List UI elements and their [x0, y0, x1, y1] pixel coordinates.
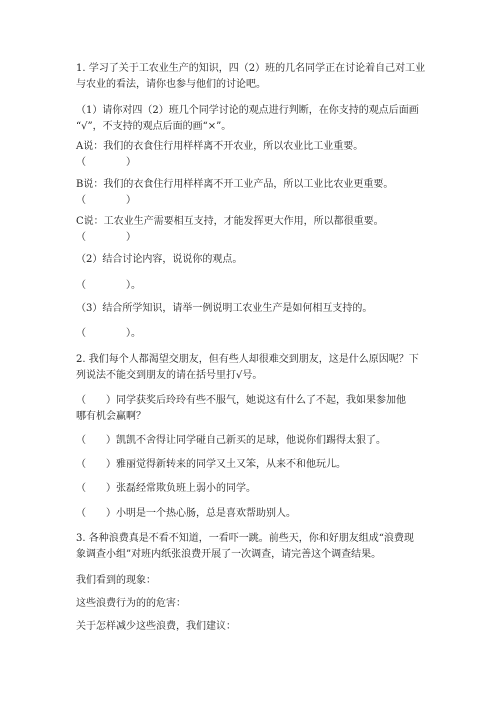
q1-part1-line-1: （1）请你对四（2）班几个同学讨论的观点进行判断，在你支持的观点后面画: [76, 105, 419, 116]
q3-harm-label: 这些浪费行为的的危害：: [76, 598, 186, 609]
q1-statement-b-blank[interactable]: （ ）: [76, 195, 136, 206]
q2-item-2[interactable]: （ ）凯凯不舍得让同学碰自己新买的足球，他说你们踢得太狠了。: [76, 435, 386, 446]
q3-intro-line-1: 3. 各种浪费真是不看不知道，一看吓一跳。前些天，你和好朋友组成“浪费现: [76, 533, 414, 544]
q2-item-5[interactable]: （ ）小明是一个热心肠，总是喜欢帮助别人。: [76, 508, 296, 519]
q1-statement-b: B说：我们的衣食住行用样样离不开工业产品，所以工业比农业更重要。: [76, 179, 394, 190]
q2-item-1-line-1[interactable]: （ ）同学获奖后玲玲有些不服气，她说这有什么了不起，我如果参加他: [76, 395, 406, 406]
q1-intro-line-1: 1. 学习了关于工农业生产的知识，四（2）班的几名同学正在讨论着自己对工业: [76, 63, 426, 74]
q2-item-3[interactable]: （ ）雅丽觉得新转来的同学又土又笨，从来不和他玩儿。: [76, 459, 346, 470]
q1-statement-a-blank[interactable]: （ ）: [76, 157, 136, 168]
q2-intro-line-2: 列说法不能交到朋友的请在括号里打√号。: [76, 370, 263, 381]
q1-statement-c-blank[interactable]: （ ）: [76, 232, 136, 243]
q1-statement-c: C说：工农业生产需要相互支持，才能发挥更大作用，所以都很重要。: [76, 216, 384, 227]
q3-intro-line-2: 象调查小组”对班内纸张浪费开展了一次调查，请完善这个调查结果。: [76, 549, 382, 560]
q1-statement-a: A说：我们的衣食住行用样样离不开农业，所以农业比工业重要。: [76, 141, 364, 152]
q1-part3-answer-blank[interactable]: （ ）。: [76, 328, 141, 339]
q3-phenomena-label: 我们看到的现象：: [76, 575, 156, 586]
q2-item-4[interactable]: （ ）张磊经常欺负班上弱小的同学。: [76, 483, 256, 494]
q1-part1-line-2: “√”，不支持的观点后面的画“×”。: [76, 121, 232, 132]
q1-part2: （2）结合讨论内容，说说你的观点。: [76, 254, 243, 265]
q2-intro-line-1: 2. 我们每个人都渴望交朋友，但有些人却很难交到朋友，这是什么原因呢？下: [76, 354, 419, 365]
q2-item-1-line-2: 哪有机会赢啊？: [76, 411, 146, 422]
q1-intro-line-2: 与农业的看法，请你也参与他们的讨论吧。: [76, 79, 266, 90]
q3-suggestion-label: 关于怎样减少这些浪费，我们建议：: [76, 621, 236, 632]
q1-part3: （3）结合所学知识，请举一例说明工农业生产是如何相互支持的。: [76, 303, 373, 314]
q1-part2-answer-blank[interactable]: （ ）。: [76, 280, 141, 291]
